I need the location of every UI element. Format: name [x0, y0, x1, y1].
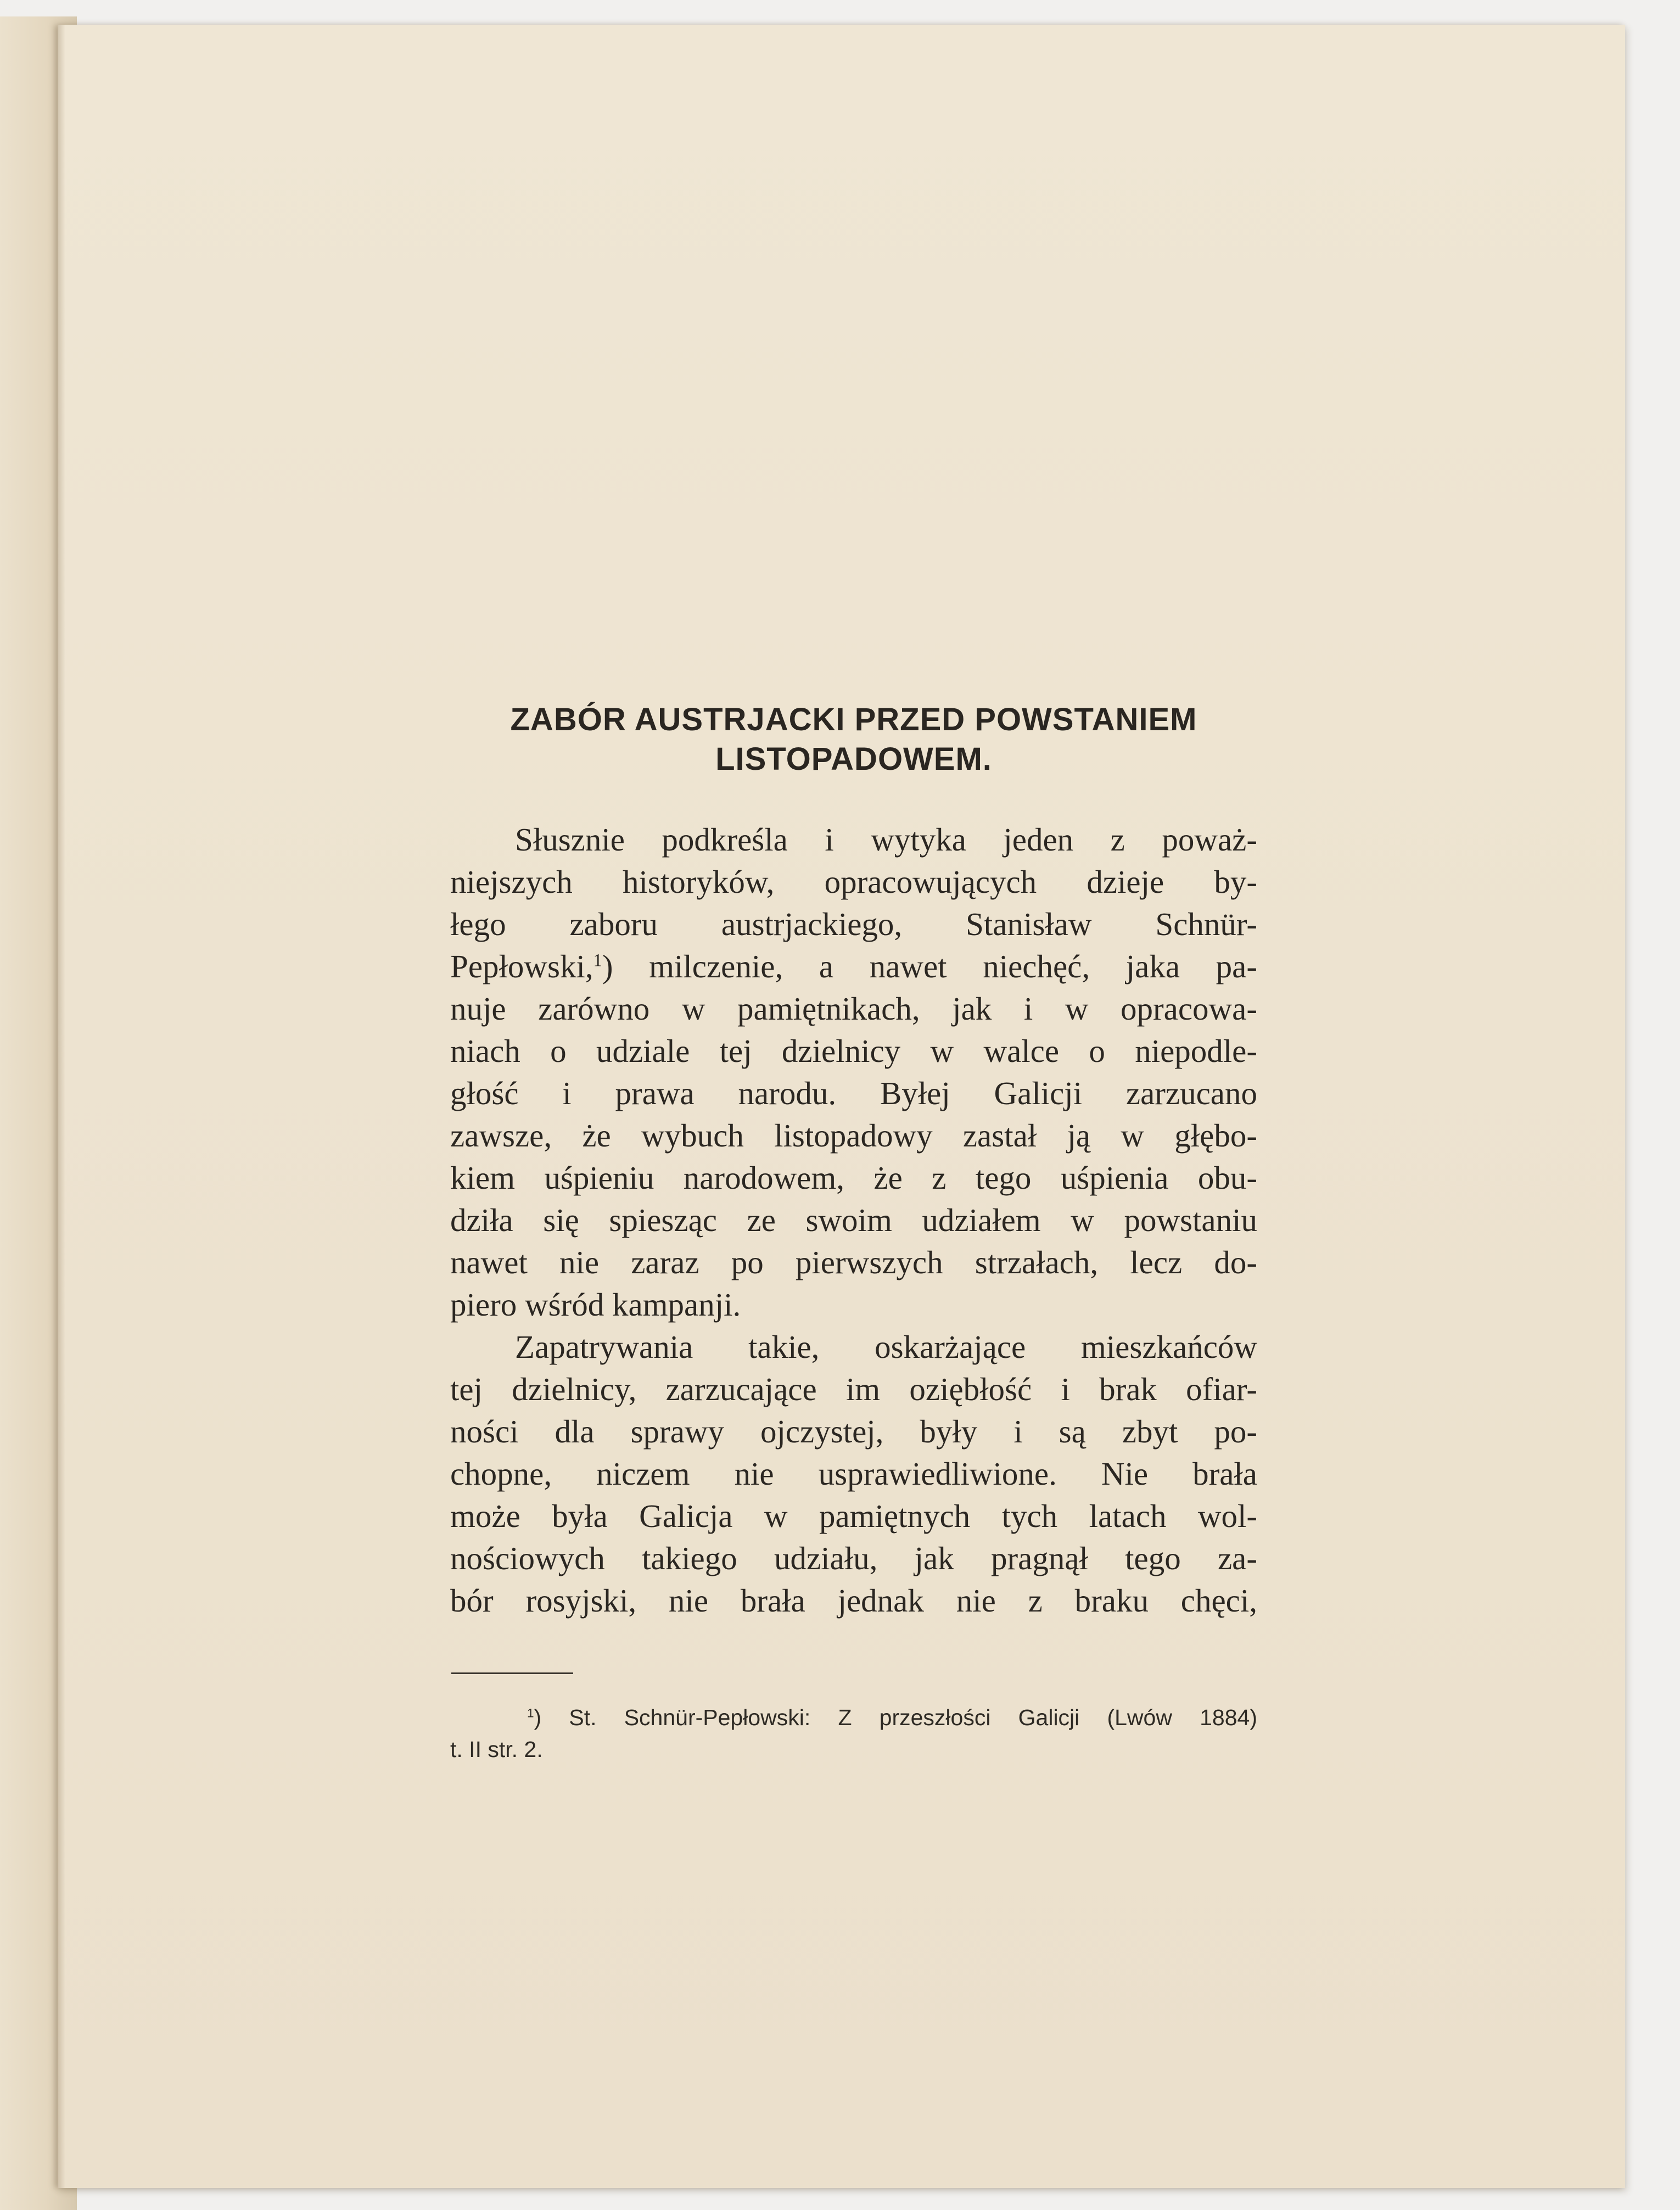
- text-line: niach o udziale tej dzielnicy w walce o niepodle-: [450, 1033, 1257, 1069]
- text-line-with-footnote-ref: [450, 945, 1257, 988]
- paragraph-2: [450, 1326, 1257, 1622]
- page-shadow-edge: [58, 25, 65, 2188]
- text-line: nawet nie zaraz po pierwszych strzałach, lecz do-: [450, 1244, 1257, 1280]
- footnote-divider: [451, 1672, 573, 1674]
- text-line: bór rosyjski, nie brała jednak nie z braku chęci,: [450, 1582, 1257, 1619]
- footnote-line-2: t. II str. 2.: [450, 1737, 543, 1762]
- footnote: [450, 1702, 1257, 1765]
- text-line: kiem uśpieniu narodowem, że z tego uśpienia obu-: [450, 1160, 1257, 1196]
- book-page: [58, 25, 1625, 2188]
- text-line: łego zaboru austrjackiego, Stanisław Schnür-: [450, 906, 1257, 942]
- text-line: chopne, niczem nie usprawiedliwione. Nie brała: [450, 1456, 1257, 1492]
- text-line: nuje zarówno w pamiętnikach, jak i w opracowa-: [450, 991, 1257, 1027]
- text-line: może była Galicja w pamiętnych tych latach wol-: [450, 1498, 1257, 1534]
- text-line: tej dzielnicy, zarzucające im oziębłość i brak ofiar-: [450, 1371, 1257, 1407]
- text-line: Zapatrywania takie, oskarżające mieszkańców: [515, 1329, 1257, 1365]
- footnote-text: ) St. Schnür-Pepłowski: Z przeszłości Galicji (Lwów 1884): [534, 1705, 1257, 1730]
- text-line: ności dla sprawy ojczystej, były i są zbyt po-: [450, 1413, 1257, 1450]
- text-fragment: Pepłowski,: [450, 948, 593, 984]
- body-text: [450, 819, 1257, 1622]
- text-fragment: ) milczenie, a nawet niechęć, jaka pa-: [602, 948, 1257, 984]
- footnote-line-1: [450, 1702, 1257, 1733]
- text-line: głość i prawa narodu. Byłej Galicji zarzucano: [450, 1075, 1257, 1111]
- footnote-marker: 1: [527, 1706, 534, 1720]
- text-line: zawsze, że wybuch listopadowy zastał ją w głębo-: [450, 1117, 1257, 1154]
- text-line: niejszych historyków, opracowujących dzieje by-: [450, 864, 1257, 900]
- page-content: [450, 700, 1257, 1765]
- text-line: Słusznie podkreśla i wytyka jeden z poważ-: [515, 821, 1257, 858]
- text-line: piero wśród kampanji.: [450, 1286, 741, 1323]
- paragraph-1: [450, 819, 1257, 1326]
- footnote-reference: 1: [593, 950, 602, 971]
- chapter-title: [450, 700, 1257, 779]
- text-line: dziła się spiesząc ze swoim udziałem w powstaniu: [450, 1202, 1257, 1238]
- chapter-title-line-1: ZABÓR AUSTRJACKI PRZED POWSTANIEM: [510, 702, 1197, 737]
- chapter-title-line-2: LISTOPADOWEM.: [715, 741, 992, 777]
- text-line: nościowych takiego udziału, jak pragnął tego za-: [450, 1540, 1257, 1576]
